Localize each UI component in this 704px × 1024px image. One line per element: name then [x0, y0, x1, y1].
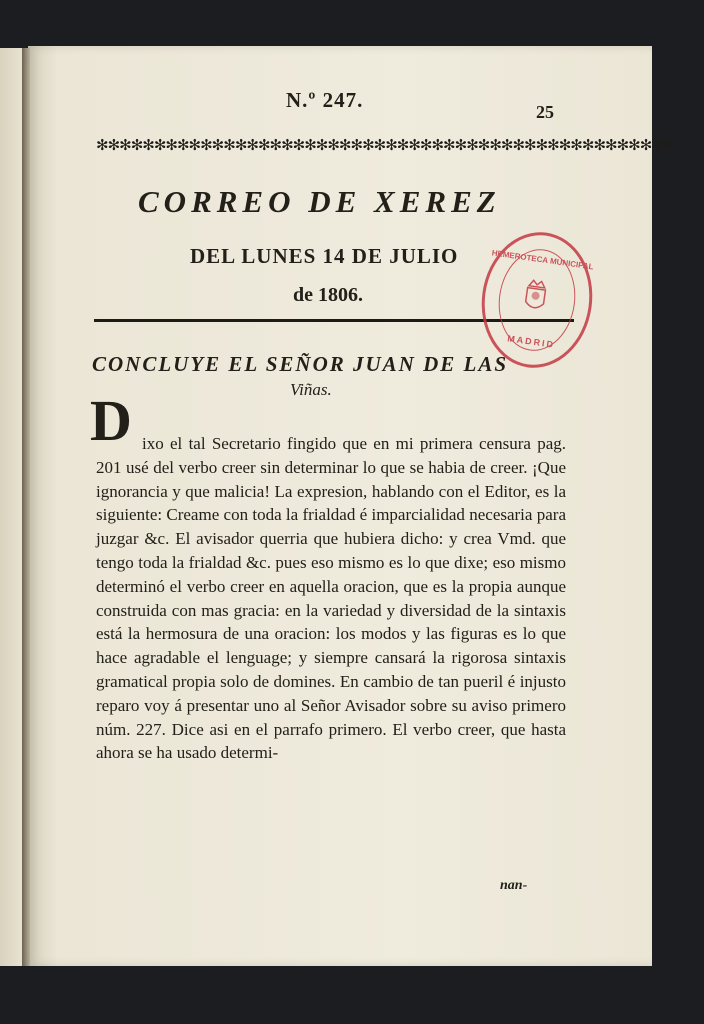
- page-number: 25: [536, 102, 554, 122]
- date-year: de 1806.: [293, 284, 363, 306]
- book-gutter: [22, 48, 30, 966]
- catchword: nan-: [500, 878, 528, 893]
- article-body: [96, 432, 566, 765]
- date-line: DEL LUNES 14 DE JULIO: [190, 244, 459, 268]
- masthead-title: CORREO DE XEREZ: [138, 184, 501, 219]
- article-paragraph: ixo el tal Secretario fingido que en mi primera censura pag. 201 usé del verbo creer sin determinar lo que se habia de creer. ¡Que ignorancia y que malicia! La expresion, hablando con el Editor, es la siguiente: Creame con toda la frialdad é imparcialidad necesaria para juzgar &c. El avisador querria que hubiera dicho: y crea Vmd. que tengo toda la frialdad &c. pues eso mismo es lo que dixe; eso mismo determinó el verbo creer en aquella oracion, que es la propia aunque construida con mas gracia: en la variedad y diversidad de la sintaxis está la hermosura de una oracion: los modos y las figuras es lo que hace agradable el lenguage; y siempre cansará la rigorosa sintaxis gramatical propia solo de domines. En cambio de tan pueril é injusto reparo voy á presentar uno al Señor Avisador sobre su aviso primero núm. 227. Dice asi en el parrafo primero. El verbo creer, que hasta ahora se ha usado determi-: [96, 434, 566, 763]
- newspaper-page: [28, 46, 675, 966]
- crest-icon: [519, 277, 552, 317]
- stamp-bottom-text: MADRID: [506, 333, 556, 350]
- issue-number: N.º 247.: [286, 88, 364, 112]
- ornament-border: ✻✻✻✻✻✻✻✻✻✻✻✻✻✻✻✻✻✻✻✻✻✻✻✻✻✻✻✻✻✻✻✻✻✻✻✻✻✻✻✻✻✻✻✻✻✻✻✻✻✻: [96, 136, 675, 154]
- stamp-top-text: HEMEROTECA MUNICIPAL: [491, 248, 595, 272]
- article-title: CONCLUYE EL SEÑOR JUAN DE LAS: [92, 352, 509, 376]
- drop-cap: D: [90, 388, 132, 453]
- article-title-continued: Viñas.: [290, 380, 332, 399]
